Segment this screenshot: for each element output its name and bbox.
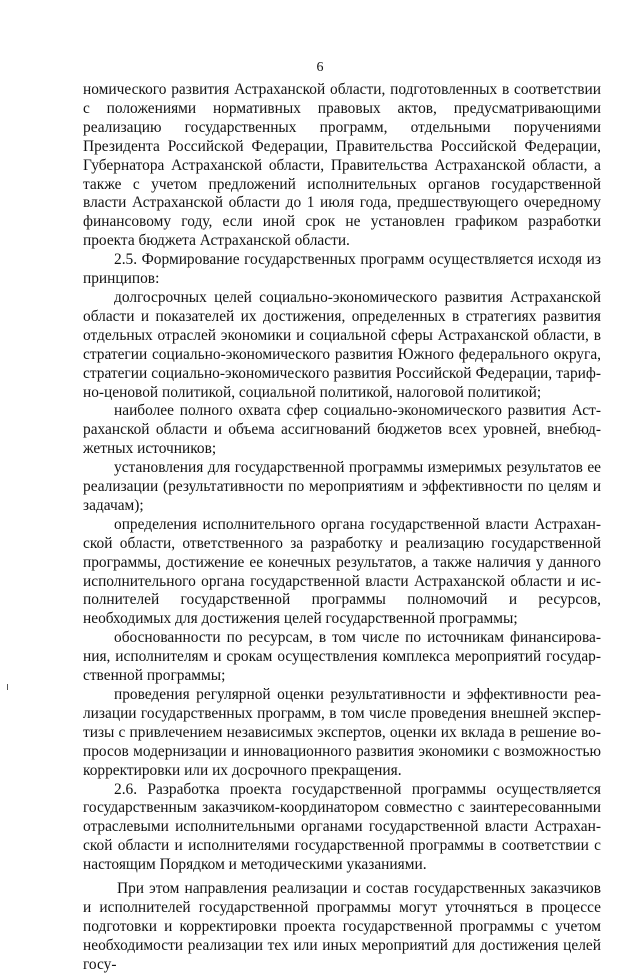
paragraph-principle-responsible-body: определения исполнительного органа государственной власти Астраханской области, ответственного за разработку и реализацию государственной программы, достижение ее конечных результатов, а также наличия у данного исполнительного органа государственной власти Астраханской области и исполнителей государственной программы полномочий и ресурсов, необходимых для достижения целей государственной программы; [83, 515, 601, 628]
paragraph-principle-measurable-results: установления для государственной программы измеримых результатов ее реализации (результативности по мероприятиям и эффективности по целям и задачам); [83, 459, 601, 514]
page-number: 6 [316, 60, 324, 75]
document-body [83, 81, 601, 975]
paragraph-principle-long-term-goals: долгосрочных целей социально-экономического развития Астраханской области и показателей их достижения, определенных в стратегиях развития отдельных отраслей экономики и социальной сферы Астраханской области, в стратегии социально-экономического развития Южного федерального округа, стратегии социально-экономического развития Российской Федерации, тарифно-ценовой политикой, социальной политикой, налоговой политикой; [83, 288, 601, 401]
paragraph-principle-coverage: наиболее полного охвата сфер социально-экономического развития Астраханской области и объема ассигнований бюджетов всех уровней, внебюджетных источников; [83, 402, 601, 458]
paragraph-continuation: номического развития Астраханской области, подготовленных в соответствии с положениями нормативных правовых актов, предусматривающими реализацию государственных программ, отдельными поручениями Президента Российской Федерации, Правительства Российской Федерации, Губернатора Астраханской области, Правительства Астраханской области, а также с учетом предложений исполнительных органов государственной власти Астраханской области до 1 июля года, предшествующего очередному финансовому году, если иной срок не установлен графиком разработки проекта бюджета Астраханской области. [83, 81, 601, 250]
margin-mark [7, 684, 8, 690]
paragraph-section-2-5: 2.5. Формирование государственных программ осуществляется исходя из принципов: [83, 251, 601, 288]
paragraph-principle-evaluation: проведения регулярной оценки результативности и эффективности реализации государственных программ, в том числе проведения внешней экспертизы с привлечением независимых экспертов, оценки их вклада в решение вопросов модернизации и инновационного развития экономики с возможностью корректировки или их досрочного прекращения. [83, 686, 601, 779]
paragraph-directions-clarification: При этом направления реализации и состав государственных заказчиков и исполнителей государственной программы могут уточняться в процессе подготовки и корректировки проекта государственной программы с учетом необходимости реализации тех или иных мероприятий для достижения целей госу- [83, 880, 601, 973]
paragraph-section-2-6: 2.6. Разработка проекта государственной программы осуществляется государственным заказчиком-координатором совместно с заинтересованными отраслевыми исполнительными органами государственной власти Астраханской области и исполнителями государственной программы в соответствии с настоящим Порядком и методическими указаниями. [83, 780, 601, 874]
paragraph-principle-resources: обоснованности по ресурсам, в том числе по источникам финансирования, исполнителям и срокам осуществления комплекса мероприятий государственной программы; [83, 629, 601, 685]
